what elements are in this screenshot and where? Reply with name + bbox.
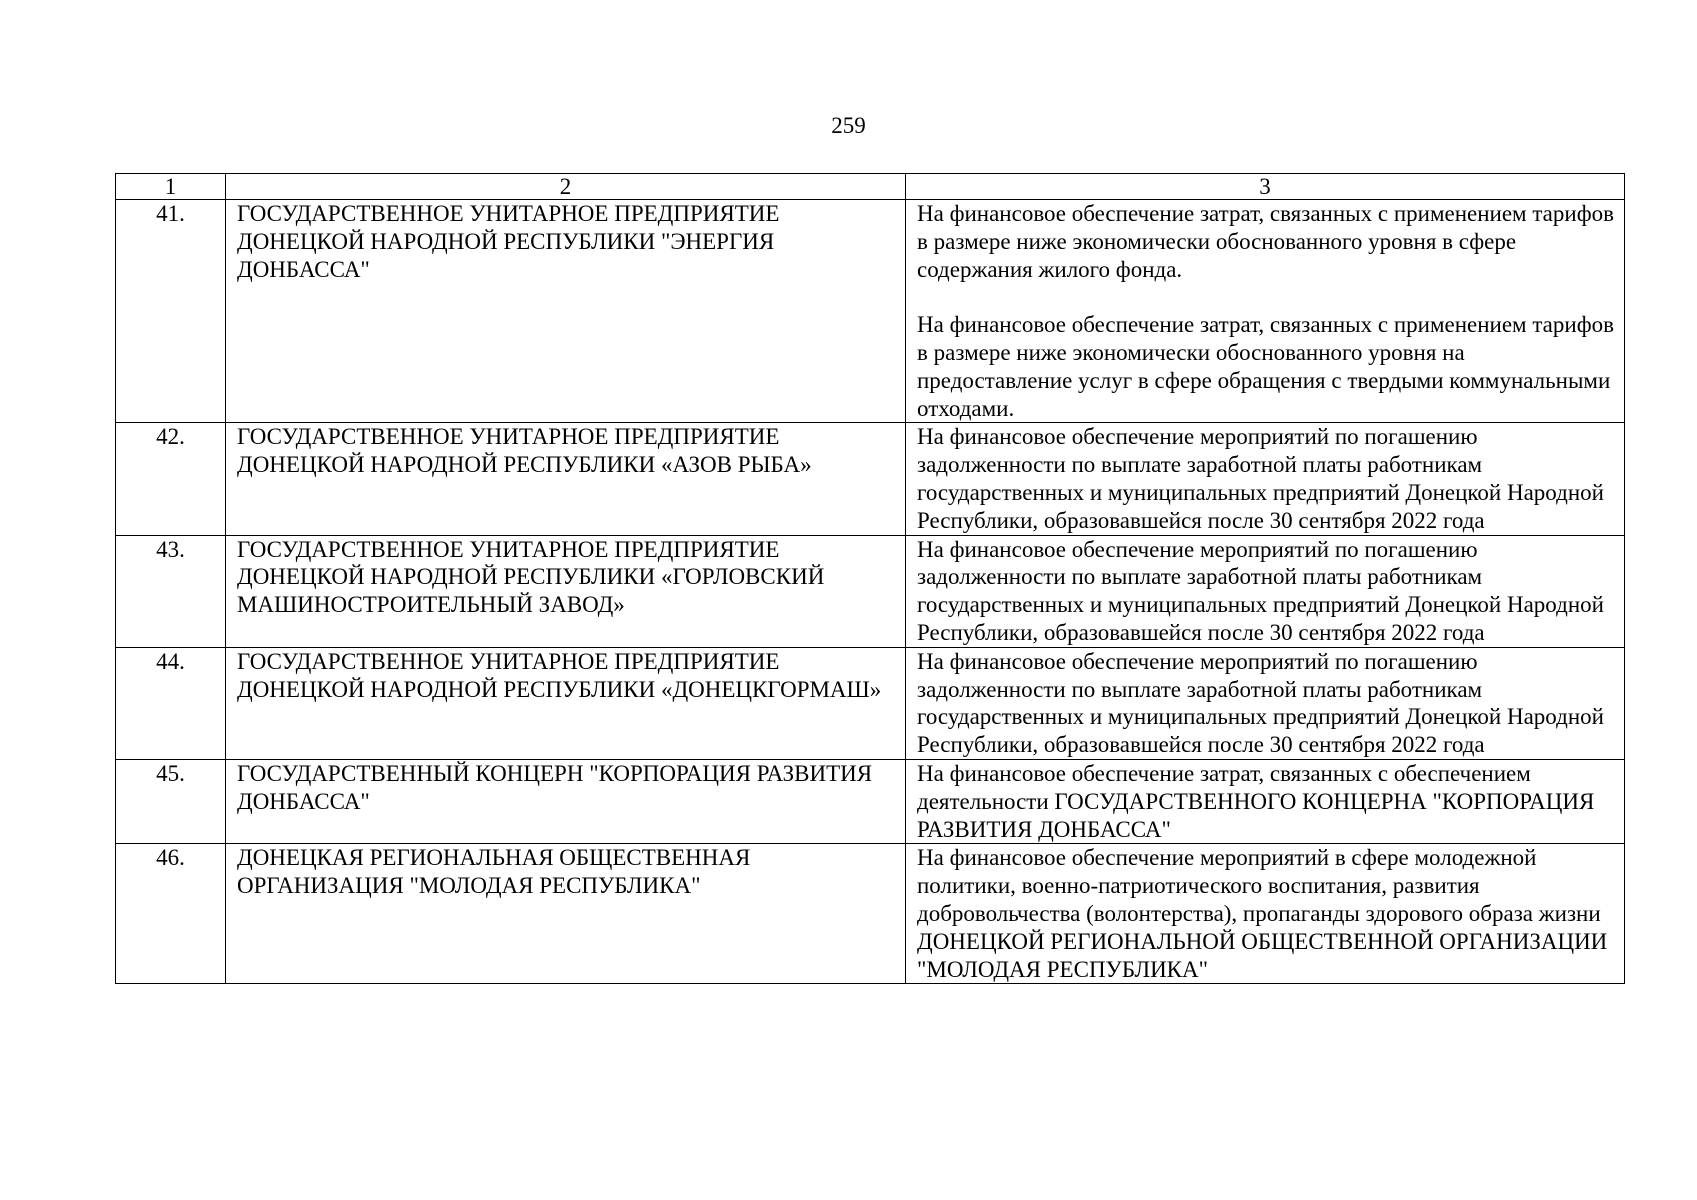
table-header-row xyxy=(116,174,1625,200)
page-number: 259 xyxy=(831,113,866,138)
purpose-paragraph: На финансовое обеспечение мероприятий в сфере молодежной политики, военно-патриотического воспитания, развития добровольчества (волонтерства), пропаганды здорового образа жизни ДОНЕЦКОЙ РЕГИОНАЛЬНОЙ ОБЩЕСТВЕННОЙ ОРГАНИЗАЦИИ "МОЛОДАЯ РЕСПУБЛИКА" xyxy=(917,845,1608,982)
table-row xyxy=(116,200,1625,423)
column-header-3: 3 xyxy=(906,174,1625,200)
column-header-2: 2 xyxy=(226,174,906,200)
row-number: 41. xyxy=(116,200,226,423)
purpose-paragraph: На финансовое обеспечение мероприятий по погашению задолженности по выплате заработной платы работникам государственных и муниципальных предприятий Донецкой Народной Республики, образовавшейся после 30 сентября 2022 года xyxy=(917,648,1604,758)
purpose-paragraph: На финансовое обеспечение мероприятий по погашению задолженности по выплате заработной платы работникам государственных и муниципальных предприятий Донецкой Народной Республики, образовавшейся после 30 сентября 2022 года xyxy=(917,424,1604,533)
funding-purpose xyxy=(906,647,1625,759)
column-header-1: 1 xyxy=(116,174,226,200)
purpose-paragraph: На финансовое обеспечение затрат, связанных с применением тарифов в размере ниже экономически обоснованного уровня на предоставление услуг в сфере обращения с твердыми коммунальными отходами. xyxy=(917,312,1614,421)
funding-purpose xyxy=(906,423,1625,535)
organization-name: ГОСУДАРСТВЕННОЕ УНИТАРНОЕ ПРЕДПРИЯТИЕ ДОНЕЦКОЙ НАРОДНОЙ РЕСПУБЛИКИ «АЗОВ РЫБА» xyxy=(226,423,906,535)
recipients-table xyxy=(115,173,1625,984)
table-row xyxy=(116,423,1625,535)
purpose-paragraph: На финансовое обеспечение мероприятий по погашению задолженности по выплате заработной платы работникам государственных и муниципальных предприятий Донецкой Народной Республики, образовавшейся после 30 сентября 2022 года xyxy=(917,536,1604,645)
row-number: 44. xyxy=(116,647,226,759)
table-row xyxy=(116,535,1625,647)
funding-purpose xyxy=(906,844,1625,984)
organization-name: ГОСУДАРСТВЕННОЕ УНИТАРНОЕ ПРЕДПРИЯТИЕ ДОНЕЦКОЙ НАРОДНОЙ РЕСПУБЛИКИ «ДОНЕЦКГОРМАШ» xyxy=(226,647,906,759)
organization-name: ГОСУДАРСТВЕННОЕ УНИТАРНОЕ ПРЕДПРИЯТИЕ ДОНЕЦКОЙ НАРОДНОЙ РЕСПУБЛИКИ «ГОРЛОВСКИЙ МАШИНОСТРОИТЕЛЬНЫЙ ЗАВОД» xyxy=(226,535,906,647)
funding-purpose xyxy=(906,200,1625,423)
organization-name: ГОСУДАРСТВЕННОЕ УНИТАРНОЕ ПРЕДПРИЯТИЕ ДОНЕЦКОЙ НАРОДНОЙ РЕСПУБЛИКИ "ЭНЕРГИЯ ДОНБАССА" xyxy=(226,200,906,423)
funding-purpose xyxy=(906,759,1625,843)
row-number: 42. xyxy=(116,423,226,535)
table-row xyxy=(116,759,1625,843)
organization-name: ГОСУДАРСТВЕННЫЙ КОНЦЕРН "КОРПОРАЦИЯ РАЗВИТИЯ ДОНБАССА" xyxy=(226,759,906,843)
table-row xyxy=(116,844,1625,984)
purpose-paragraph: На финансовое обеспечение затрат, связанных с применением тарифов в размере ниже экономически обоснованного уровня в сфере содержания жилого фонда. xyxy=(917,201,1614,282)
row-number: 46. xyxy=(116,844,226,984)
row-number: 45. xyxy=(116,759,226,843)
funding-purpose xyxy=(906,535,1625,647)
organization-name: ДОНЕЦКАЯ РЕГИОНАЛЬНАЯ ОБЩЕСТВЕННАЯ ОРГАНИЗАЦИЯ "МОЛОДАЯ РЕСПУБЛИКА" xyxy=(226,844,906,984)
row-number: 43. xyxy=(116,535,226,647)
table-row xyxy=(116,647,1625,759)
purpose-paragraph: На финансовое обеспечение затрат, связанных с обеспечением деятельности ГОСУДАРСТВЕННОГО КОНЦЕРНА "КОРПОРАЦИЯ РАЗВИТИЯ ДОНБАССА" xyxy=(917,760,1595,842)
